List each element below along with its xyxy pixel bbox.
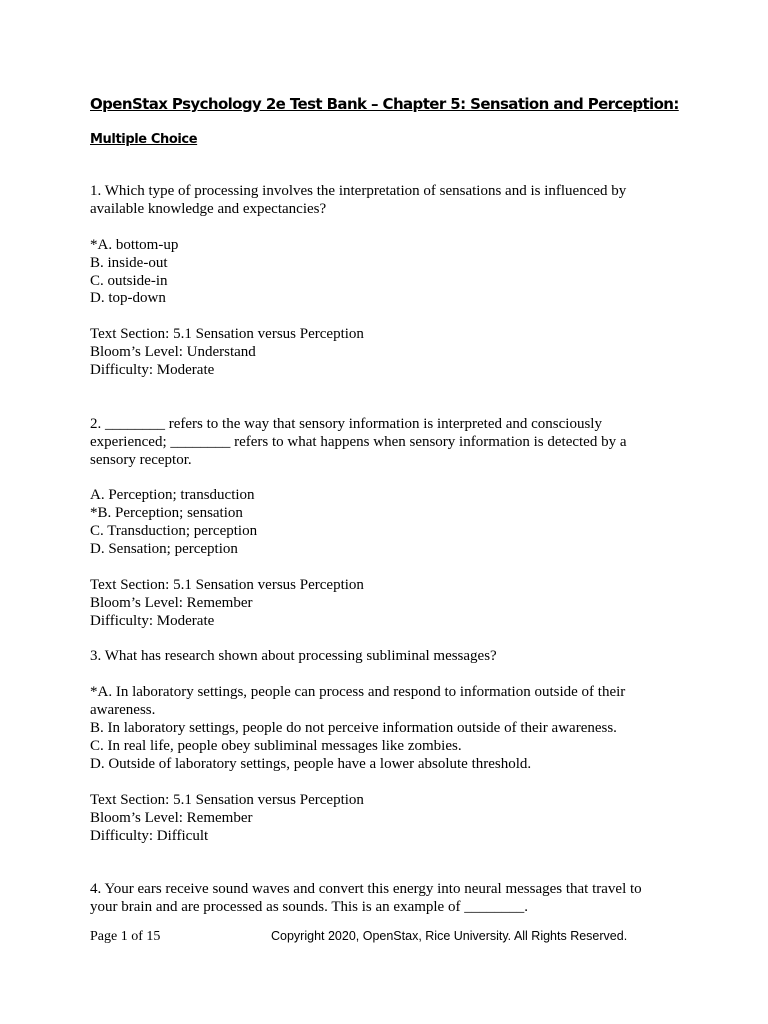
answer-option: D. top-down <box>90 290 166 307</box>
document-title: OpenStax Psychology 2e Test Bank – Chapter 5: Sensation and Perception: <box>90 95 679 113</box>
answer-option: *A. In laboratory settings, people can process and respond to information outside of their awareness. <box>90 684 626 719</box>
question-4 <box>90 881 660 917</box>
text-section: Text Section: 5.1 Sensation versus Perception <box>90 791 364 808</box>
answer-option: *A. bottom-up <box>90 236 179 253</box>
answer-option: C. In real life, people obey subliminal messages like zombies. <box>90 737 462 754</box>
question-stem: 2. ________ refers to the way that sensory information is interpreted and consciously experienced; ________ refers to what happens when sensory information is detected by a sensory receptor. <box>90 415 627 468</box>
question-stem: 3. What has research shown about processing subliminal messages? <box>90 648 497 665</box>
answer-option: B. inside-out <box>90 254 168 271</box>
answer-option: D. Sensation; perception <box>90 541 238 558</box>
answer-option: C. Transduction; perception <box>90 523 258 540</box>
copyright-notice: Copyright 2020, OpenStax, Rice University. All Rights Reserved. <box>271 929 628 943</box>
blooms-level: Bloom’s Level: Remember <box>90 809 253 826</box>
blooms-level: Bloom’s Level: Understand <box>90 344 256 361</box>
text-section: Text Section: 5.1 Sensation versus Perception <box>90 576 364 593</box>
difficulty: Difficulty: Moderate <box>90 362 215 379</box>
blooms-level: Bloom’s Level: Remember <box>90 594 253 611</box>
answer-option: B. In laboratory settings, people do not perceive information outside of their awareness. <box>90 720 617 737</box>
question-3 <box>90 648 660 845</box>
answer-option: A. Perception; transduction <box>90 487 255 504</box>
section-heading: Multiple Choice <box>90 132 198 147</box>
question-list <box>90 183 660 917</box>
difficulty: Difficulty: Moderate <box>90 612 215 629</box>
answer-option: *B. Perception; sensation <box>90 505 243 522</box>
question-stem: 1. Which type of processing involves the interpretation of sensations and is influenced by available knowledge and expectancies? <box>90 183 627 217</box>
text-section: Text Section: 5.1 Sensation versus Perception <box>90 326 364 343</box>
question-2 <box>90 416 660 631</box>
question-1 <box>90 183 660 380</box>
difficulty: Difficulty: Difficult <box>90 827 209 844</box>
question-stem: 4. Your ears receive sound waves and convert this energy into neural messages that travel to your brain and are processed as sounds. This is an example of ________. <box>90 881 642 916</box>
answer-option: D. Outside of laboratory settings, people have a lower absolute threshold. <box>90 755 532 772</box>
answer-option: C. outside-in <box>90 272 168 289</box>
page-number: Page 1 of 15 <box>90 929 161 944</box>
